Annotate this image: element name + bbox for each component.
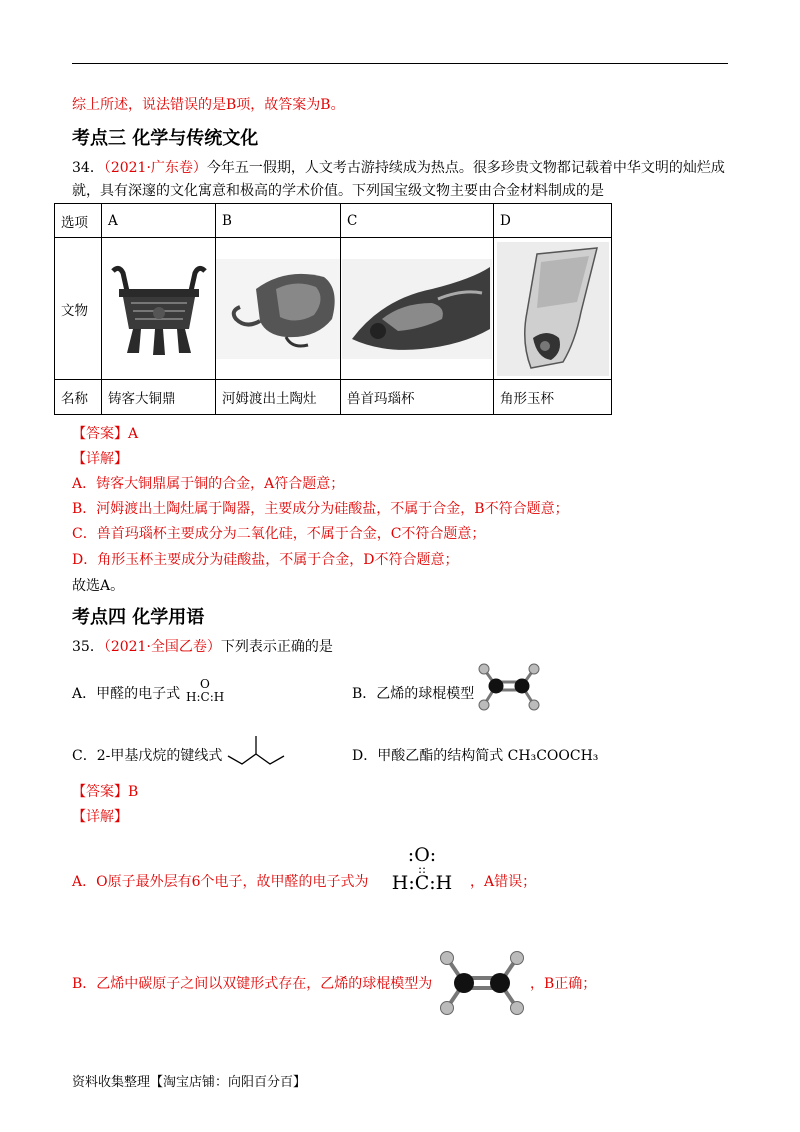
q34-conclusion: 故选A。 bbox=[72, 578, 125, 594]
q34-line1 bbox=[72, 157, 725, 177]
q35-explain-b-prefix: B．乙烯中碳原子之间以双键形式存在，乙烯的球棍模型为 bbox=[72, 976, 433, 992]
relic-name: 铸客大铜鼎 bbox=[102, 380, 216, 415]
relic-image-a bbox=[102, 238, 216, 380]
relic-name: 兽首玛瑙杯 bbox=[341, 380, 494, 415]
section-title-3: 考点三 化学与传统文化 bbox=[72, 128, 259, 149]
q34-explain-b: B．河姆渡出土陶灶属于陶器，主要成分为硅酸盐，不属于合金，B不符合题意； bbox=[72, 501, 569, 517]
q35-explain-b-suffix: ，B正确； bbox=[530, 976, 597, 992]
q34-explain-a: A．铸客大铜鼎属于铜的合金，A符合题意； bbox=[72, 476, 345, 492]
option-cell: D bbox=[494, 204, 612, 238]
pottery-stove-image bbox=[216, 259, 340, 359]
q35-source: （2021·全国乙卷） bbox=[103, 639, 221, 655]
q35-option-b: B．乙烯的球棍模型 bbox=[352, 686, 475, 702]
q35-stem-text: 下列表示正确的是 bbox=[220, 639, 333, 655]
option-cell: A bbox=[102, 204, 216, 238]
row-header: 名称 bbox=[55, 380, 102, 415]
q34-detail-label: 【详解】 bbox=[72, 451, 128, 467]
jade-horn-cup-image bbox=[497, 242, 609, 376]
option-cell: C bbox=[341, 204, 494, 238]
q35-explain-a-suffix: ，A错误； bbox=[470, 874, 537, 890]
formula-large-colon-line: :: bbox=[417, 862, 427, 876]
agate-cup-image bbox=[342, 259, 492, 359]
q34-text-1: 今年五一假期，人文考古游持续成为热点。很多珍贵文物都记载着中华文明的灿烂成 bbox=[206, 160, 725, 176]
formula-h-line: H:C:H bbox=[186, 690, 225, 704]
ethylene-ball-stick-model-large bbox=[434, 946, 530, 1020]
q34-number: 34． bbox=[72, 160, 104, 176]
q35-detail-label: 【详解】 bbox=[72, 809, 128, 825]
table-row-options bbox=[55, 204, 612, 238]
row-header: 选项 bbox=[55, 204, 102, 238]
q35-option-c: C．2-甲基戊烷的键线式 bbox=[72, 748, 223, 764]
relic-name: 河姆渡出土陶灶 bbox=[216, 380, 341, 415]
q35-answer: 【答案】B bbox=[72, 784, 139, 800]
formaldehyde-formula-small bbox=[186, 678, 224, 704]
table-row-names bbox=[55, 380, 612, 415]
q35-option-d: D．甲酸乙酯的结构简式 CH₃COOCH₃ bbox=[352, 748, 599, 764]
previous-answer-summary: 综上所述，说法错误的是B项，故答案为B。 bbox=[72, 97, 345, 113]
q34-answer: 【答案】A bbox=[72, 426, 139, 442]
relic-image-b bbox=[216, 238, 341, 380]
header-rule bbox=[72, 63, 728, 64]
section-title-4: 考点四 化学用语 bbox=[72, 607, 205, 628]
relic-image-c bbox=[341, 238, 494, 380]
formula-o-line: O bbox=[200, 677, 210, 691]
row-header: 文物 bbox=[55, 238, 102, 380]
table-row-relics bbox=[55, 238, 612, 380]
relics-table bbox=[54, 203, 612, 415]
q35-explain-a-prefix: A．O原子最外层有6个电子，故甲醛的电子式为 bbox=[72, 874, 369, 890]
q34-explain-c: C．兽首玛瑙杯主要成分为二氧化硅，不属于合金，C不符合题意； bbox=[72, 526, 486, 542]
q35-number: 35． bbox=[72, 639, 104, 655]
formula-large-o-line: :O: bbox=[407, 844, 437, 866]
option-cell: B bbox=[216, 204, 341, 238]
formula-large-h-line: H:C:H bbox=[391, 872, 453, 894]
bronze-ding-image bbox=[105, 259, 213, 359]
formaldehyde-formula-large bbox=[384, 846, 460, 892]
q35-option-a: A．甲醛的电子式 bbox=[72, 686, 181, 702]
relic-image-d bbox=[494, 238, 612, 380]
q35-stem bbox=[72, 636, 333, 656]
ethylene-ball-stick-model-small bbox=[474, 660, 544, 712]
q34-text-2: 就，具有深邃的文化寓意和极高的学术价值。下列国宝级文物主要由合金材料制成的是 bbox=[72, 183, 604, 199]
methylpentane-skeletal-formula bbox=[226, 734, 288, 766]
q34-explain-d: D．角形玉杯主要成分为硅酸盐，不属于合金，D不符合题意； bbox=[72, 552, 459, 568]
page-footer: 资料收集整理【淘宝店铺：向阳百分百】 bbox=[72, 1075, 307, 1090]
q34-source: （2021·广东卷） bbox=[103, 160, 207, 176]
relic-name: 角形玉杯 bbox=[494, 380, 612, 415]
